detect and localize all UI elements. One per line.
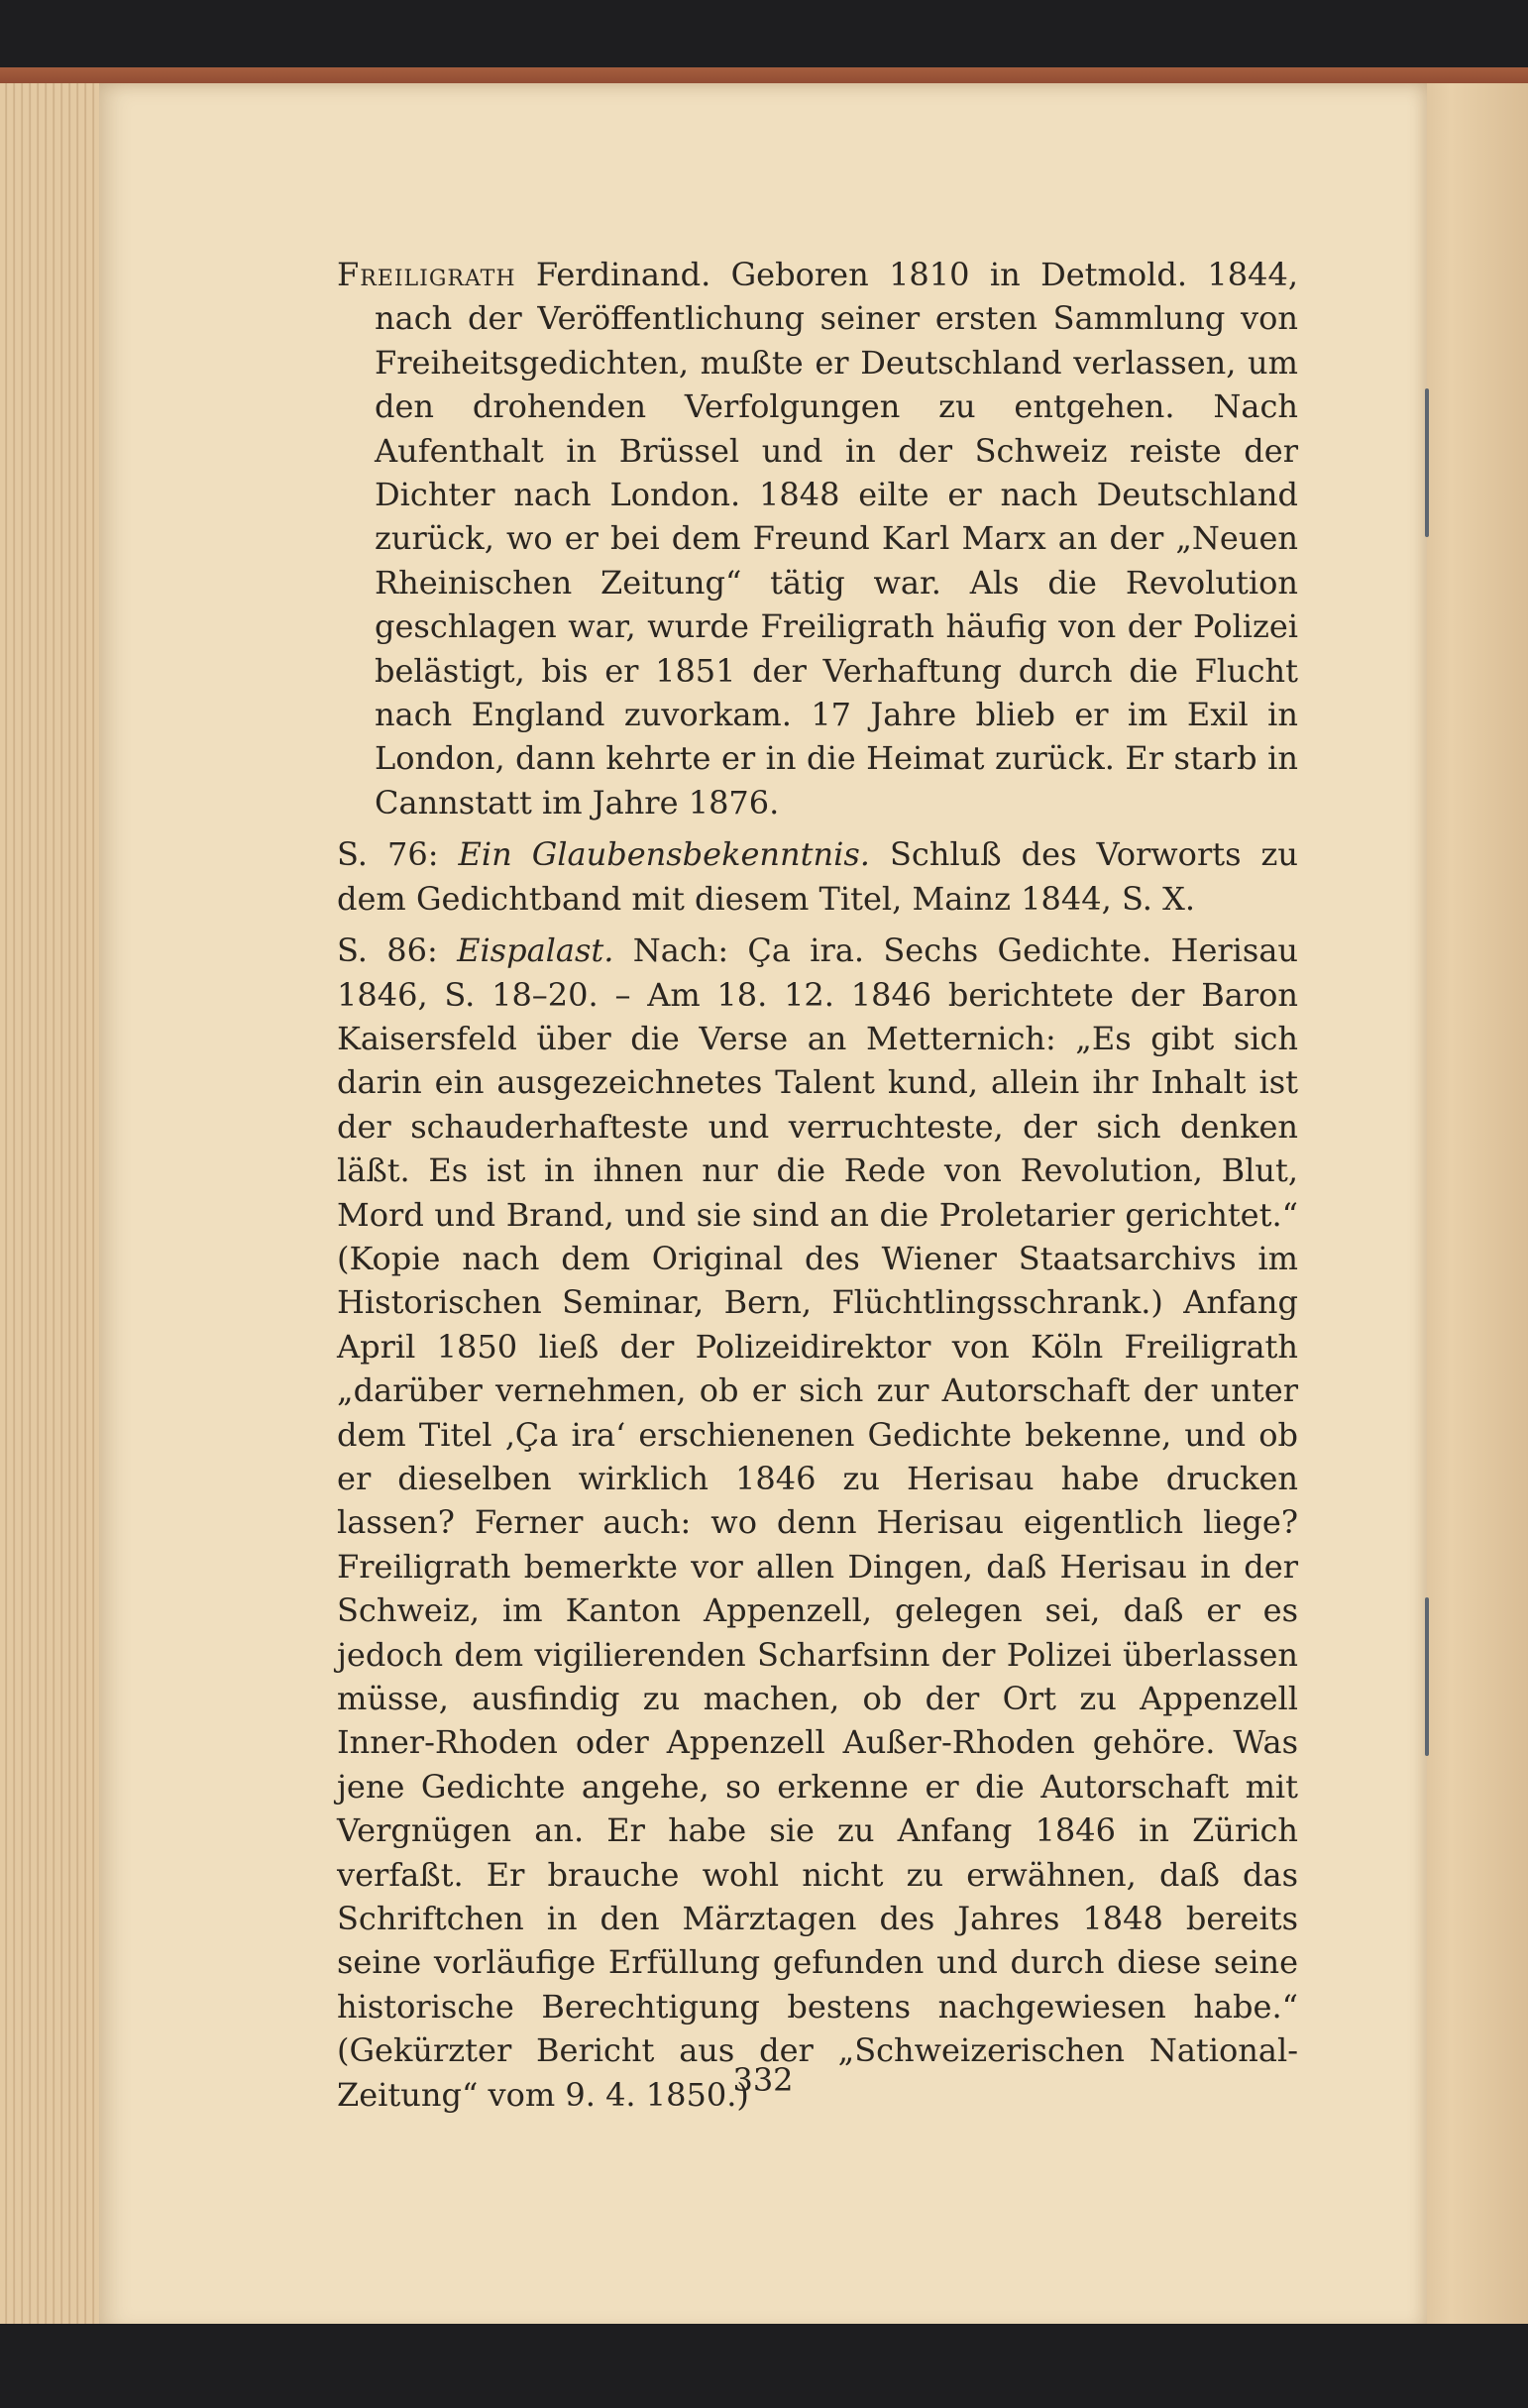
- page-right-edge: [1417, 83, 1528, 2333]
- note-ref: S. 76:: [337, 835, 439, 874]
- entry-name: Freiligrath: [337, 256, 516, 293]
- note-text: Schluß des Vorworts zu dem Gedichtband mit diesem Titel, Mainz 1844, S. X.: [337, 835, 1299, 918]
- biography-entry: [337, 253, 1298, 824]
- bookmark-ribbon-bottom: [1425, 1597, 1429, 1756]
- note-title: Eispalast.: [457, 931, 614, 970]
- text-block: [337, 253, 1298, 2125]
- page-number: 332: [732, 2061, 794, 2099]
- entry-bio: Ferdinand. Geboren 1810 in Detmold. 1844, nach der Veröffentlichung seiner ersten Sammlung von Freiheitsgedichten, mußte er Deutschland verlassen, um den drohenden Verfolgungen zu entgehen. Nach Aufenthalt in Brüssel und in der Schweiz reiste der Dichter nach London. 1848 eilte er nach Deutschland zurück, wo er bei dem Freund Karl Marx an der „Neuen Rheinischen Zeitung“ tätig war. Als die Revolution geschlagen war, wurde Freiligrath häufig von der Polizei belästigt, bis er 1851 der Verhaftung durch die Flucht nach England zuvorkam. 17 Jahre blieb er im Exil in London, dann kehrte er in die Heimat zurück. Er starb in Cannstatt im Jahre 1876.: [375, 256, 1299, 821]
- note-glaubensbekenntnis: [337, 832, 1298, 921]
- bookmark-ribbon-top: [1425, 388, 1429, 537]
- note-title: Ein Glaubensbekenntnis.: [458, 835, 870, 874]
- scan-top-background: [0, 0, 1528, 71]
- scan-bottom-background: [0, 2324, 1528, 2408]
- note-eispalast: [337, 929, 1298, 2117]
- note-text: Nach: Ça ira. Sechs Gedichte. Herisau 1846, S. 18–20. – Am 18. 12. 1846 berichtete der Baron Kaisersfeld über die Verse an Metternich: „Es gibt sich darin ein ausgezeichnetes Talent kund, allein ihr Inhalt ist der schauderhafteste und verruchteste, der sich denken läßt. Es ist in ihnen nur die Rede von Revolution, Blut, Mord und Brand, und sie sind an die Proletarier gerichtet.“ (Kopie nach dem Original des Wiener Staatsarchivs im Historischen Seminar, Bern, Flüchtlingsschrank.) Anfang April 1850 ließ der Polizeidirektor von Köln Freiligrath „darüber vernehmen, ob er sich zur Autorschaft der unter dem Titel ‚Ça ira‘ erschienenen Gedichte bekenne, und ob er dieselben wirklich 1846 zu Herisau habe drucken lassen? Ferner auch: wo denn Herisau eigentlich liege? Freiligrath bemerkte vor allen Dingen, daß Herisau in der Schweiz, im Kanton Appenzell, gelegen sei, daß er es jedoch dem vigilierenden Scharfsinn der Polizei überlassen müsse, ausfindig zu machen, ob der Ort zu Appenzell Inner-Rhoden oder Appenzell Außer-Rhoden gehöre. Was jene Gedichte angehe, so erkenne er die Autorschaft mit Vergnügen an. Er habe sie zu Anfang 1846 in Zürich verfaßt. Er brauche wohl nicht zu erwähnen, daß das Schriftchen in den Märztagen des Jahres 1848 bereits seine vorläufige Erfüllung gefunden und durch diese seine historische Berechtigung bestens nachgewiesen habe.“ (Gekürzter Bericht aus der „Schweizerischen National-Zeitung“ vom 9. 4. 1850.): [337, 931, 1299, 2114]
- note-ref: S. 86:: [337, 931, 438, 970]
